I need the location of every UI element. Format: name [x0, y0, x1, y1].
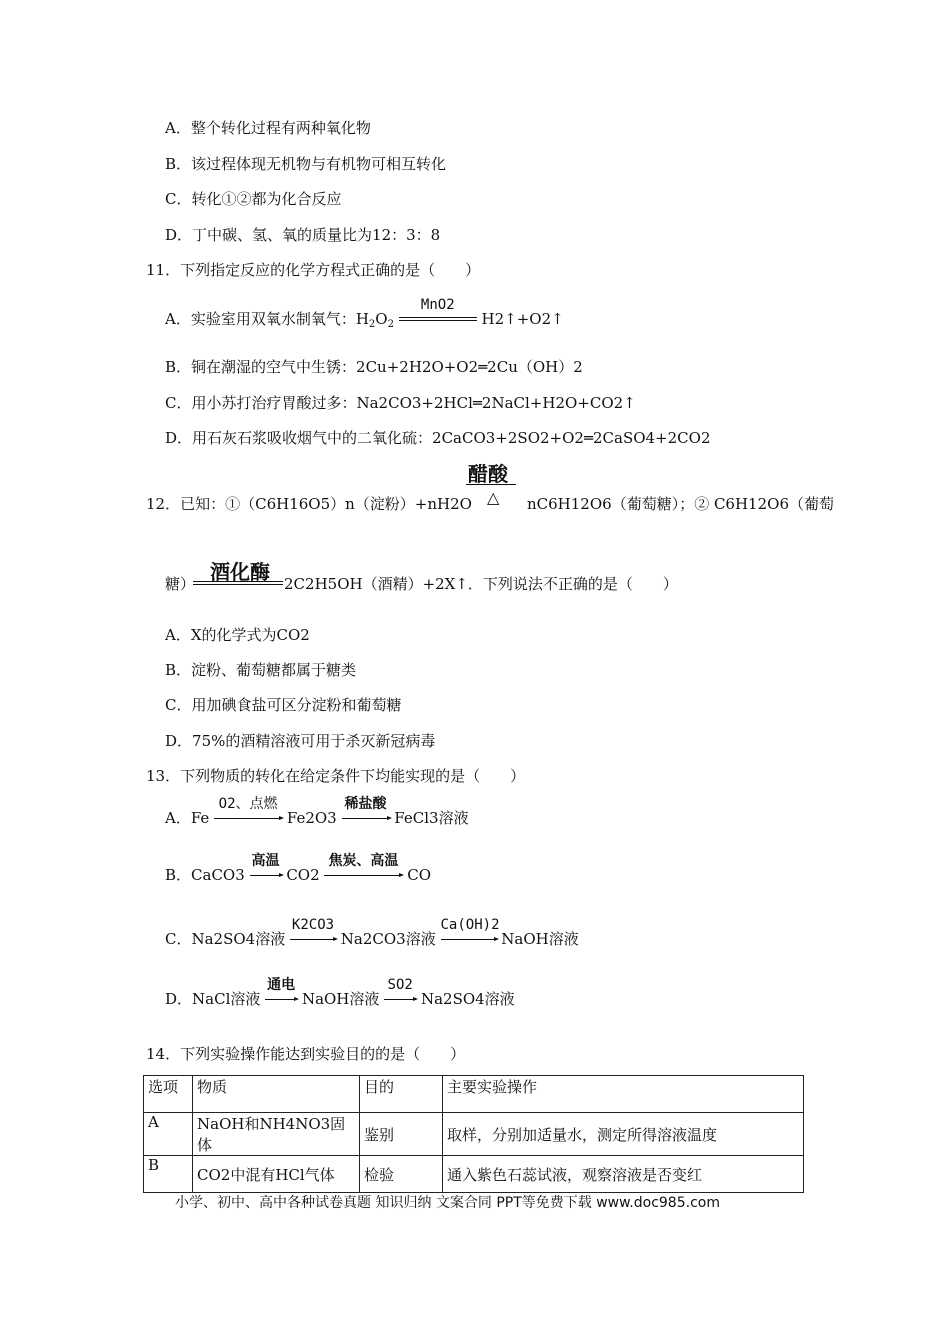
- q13-d-end: Na2SO4溶液: [420, 990, 515, 1008]
- table-row: [144, 1113, 804, 1156]
- q13-c-mid: Na2CO3溶液: [340, 930, 436, 948]
- row-a-purpose: 鉴别: [360, 1113, 443, 1156]
- header-purpose: 目的: [360, 1076, 443, 1113]
- q13-a-end: FeCl3溶液: [394, 809, 469, 827]
- q13-b-start: B．CaCO3: [165, 866, 245, 884]
- q12-option-a: A．X的化学式为CO2: [165, 626, 310, 644]
- q11-a-post: H2↑+O2↑: [481, 310, 564, 328]
- q12-line1-right: nC6H12O6（葡萄糖）；② C6H12O6（葡萄: [527, 495, 834, 513]
- q12-option-d: D．75%的酒精溶液可用于杀灭新冠病毒: [165, 732, 436, 750]
- q13-option-d: [165, 977, 515, 1009]
- q13-d-mid: NaOH溶液: [301, 990, 380, 1008]
- q14-stem: 14．下列实验操作能达到实验目的的是（ ）: [146, 1045, 466, 1063]
- q12-condition1-line: [466, 484, 516, 485]
- q13-a-mid: Fe2O3: [286, 809, 337, 827]
- q13-b-mid: CO2: [286, 866, 320, 884]
- q13-b-end: CO: [407, 866, 431, 884]
- q11-option-b: B．铜在潮湿的空气中生锈：2Cu+2H2O+O2═2Cu（OH）2: [165, 358, 583, 376]
- q13-a-start: A．Fe: [165, 809, 210, 827]
- q13-c-start: C．Na2SO4溶液: [165, 930, 286, 948]
- q12-line2-left: 糖）: [165, 575, 196, 593]
- q13-a-cond1: O2、点燃: [214, 808, 282, 828]
- q10-option-d: D．丁中碳、氢、氧的质量比为12：3：8: [165, 226, 441, 244]
- q13-d-start: D．NaCl溶液: [165, 990, 261, 1008]
- q13-b-cond2: 焦炭、高温: [324, 865, 402, 885]
- table-row: [144, 1156, 804, 1193]
- row-a-substance: NaOH和NH4NO3固体: [193, 1113, 360, 1156]
- q11-stem: 11．下列指定反应的化学方程式正确的是（ ）: [146, 261, 481, 279]
- row-b-operation: 通入紫色石蕊试液，观察溶液是否变红: [443, 1156, 804, 1193]
- q11-a-pre: A．实验室用双氧水制氧气：H: [165, 310, 369, 328]
- q13-option-b: [165, 853, 431, 885]
- header-substance: 物质: [193, 1076, 360, 1113]
- q12-line2-right: 2C2H5OH（酒精）+2X↑．下列说法不正确的是（ ）: [284, 575, 678, 593]
- q12-option-c: C．用加碘食盐可区分淀粉和葡萄糖: [165, 696, 402, 714]
- q10-option-a: A．整个转化过程有两种氧化物: [165, 119, 371, 137]
- q13-c-cond2: Ca(OH)2: [441, 929, 497, 949]
- q12-condition2-line: [193, 581, 283, 585]
- page-footer: 小学、初中、高中各种试卷真题 知识归纳 文案合同 PPT等免费下载 www.doc985.com: [175, 1195, 720, 1211]
- header-operation: 主要实验操作: [443, 1076, 804, 1113]
- q12-condition2-top: 酒化酶: [210, 560, 270, 584]
- row-b-substance: CO2中混有HCl气体: [193, 1156, 360, 1193]
- q13-option-a: [165, 796, 469, 828]
- q10-option-b: B．该过程体现无机物与有机物可相互转化: [165, 155, 447, 173]
- q13-b-cond1: 高温: [250, 865, 282, 885]
- q11-option-d: D．用石灰石浆吸收烟气中的二氧化硫：2CaCO3+2SO2+O2═2CaSO4+2CO2: [165, 429, 711, 447]
- row-a-operation: 取样，分别加适量水，测定所得溶液温度: [443, 1113, 804, 1156]
- q13-c-end: NaOH溶液: [501, 930, 579, 948]
- q13-a-cond2: 稀盐酸: [342, 808, 390, 828]
- table-header-row: [144, 1076, 804, 1113]
- q14-table: [143, 1075, 804, 1193]
- row-b-purpose: 检验: [360, 1156, 443, 1193]
- q13-c-cond1: K2CO3: [290, 929, 336, 949]
- q12-option-b: B．淀粉、葡萄糖都属于糖类: [165, 661, 357, 679]
- q11-a-catalyst: MnO2: [420, 297, 455, 313]
- q12-condition1-top: 醋酸: [468, 462, 508, 486]
- q10-option-c: C．转化①②都为化合反应: [165, 190, 342, 208]
- row-a-option: A: [144, 1113, 193, 1156]
- q13-option-c: [165, 917, 579, 949]
- q13-d-cond2: SO2: [384, 989, 416, 1009]
- q11-option-a: A．实验室用双氧水制氧气：$H_2O_2$ MnO2 H2↑+O2↑: [165, 297, 564, 330]
- q12-condition1-bottom: △: [487, 488, 500, 507]
- header-option: 选项: [144, 1076, 193, 1113]
- row-b-option: B: [144, 1156, 193, 1193]
- q11-a-condition: [399, 297, 477, 329]
- q13-stem: 13．下列物质的转化在给定条件下均能实现的是（ ）: [146, 767, 526, 785]
- q12-line1-left: 12．已知：①（C6H16O5）n（淀粉）+nH2O: [146, 495, 472, 513]
- q11-option-c: C．用小苏打治疗胃酸过多：Na2CO3+2HCl═2NaCl+H2O+CO2↑: [165, 394, 636, 412]
- q13-d-cond1: 通电: [265, 989, 297, 1009]
